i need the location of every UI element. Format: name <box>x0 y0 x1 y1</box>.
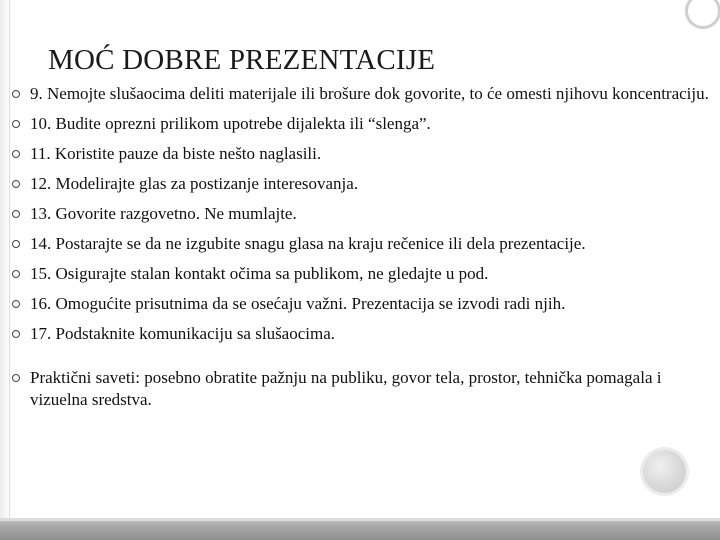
bullet-icon <box>12 374 20 382</box>
list-item <box>12 263 712 285</box>
bullet-icon <box>12 90 20 98</box>
list-item-text: 11. Koristite pauze da biste nešto naglasili. <box>30 144 322 163</box>
left-border-decoration <box>0 0 10 520</box>
list-item <box>12 323 712 345</box>
list-item-text: Praktični saveti: posebno obratite pažnju na publiku, govor tela, prostor, tehnička pomagala i vizuelna sredstva. <box>30 368 662 409</box>
bullet-icon <box>12 120 20 128</box>
top-circle-decoration <box>685 0 720 29</box>
list-item-text: 10. Budite oprezni prilikom upotrebe dijalekta ili “slenga”. <box>30 114 431 133</box>
list-item-text: 16. Omogućite prisutnima da se osećaju važni. Prezentacija se izvodi radi njih. <box>30 294 566 313</box>
list-item-text: 17. Podstaknite komunikaciju sa slušaocima. <box>30 324 336 343</box>
list-item <box>12 143 712 165</box>
list-item <box>12 113 712 135</box>
bullet-icon <box>12 300 20 308</box>
list-item-text: 12. Modelirajte glas za postizanje interesovanja. <box>30 174 359 193</box>
list-item-text: 13. Govorite razgovetno. Ne mumlajte. <box>30 204 297 223</box>
list-item-text: 15. Osigurajte stalan kontakt očima sa publikom, ne gledajte u pod. <box>30 264 489 283</box>
list-item <box>12 233 712 255</box>
slide-title: MOĆ DOBRE PREZENTACIJE <box>48 44 436 76</box>
list-item <box>12 293 712 315</box>
list-item-text: 9. Nemojte slušaocima deliti materijale ili brošure dok govorite, to će omesti njihovu koncentraciju. <box>30 84 709 103</box>
bullet-icon <box>12 330 20 338</box>
list-item <box>12 83 712 105</box>
bullet-icon <box>12 210 20 218</box>
list-item <box>12 203 712 225</box>
bullet-icon <box>12 180 20 188</box>
bullet-icon <box>12 270 20 278</box>
bottom-bar-decoration <box>0 518 720 540</box>
bullet-icon <box>12 150 20 158</box>
bottom-circle-decoration <box>643 450 686 493</box>
list-item-text: 14. Postarajte se da ne izgubite snagu glasa na kraju rečenice ili dela prezentacije. <box>30 234 586 253</box>
list-item <box>12 173 712 195</box>
bullet-icon <box>12 240 20 248</box>
list-item <box>12 367 712 411</box>
bullet-list <box>12 83 712 419</box>
